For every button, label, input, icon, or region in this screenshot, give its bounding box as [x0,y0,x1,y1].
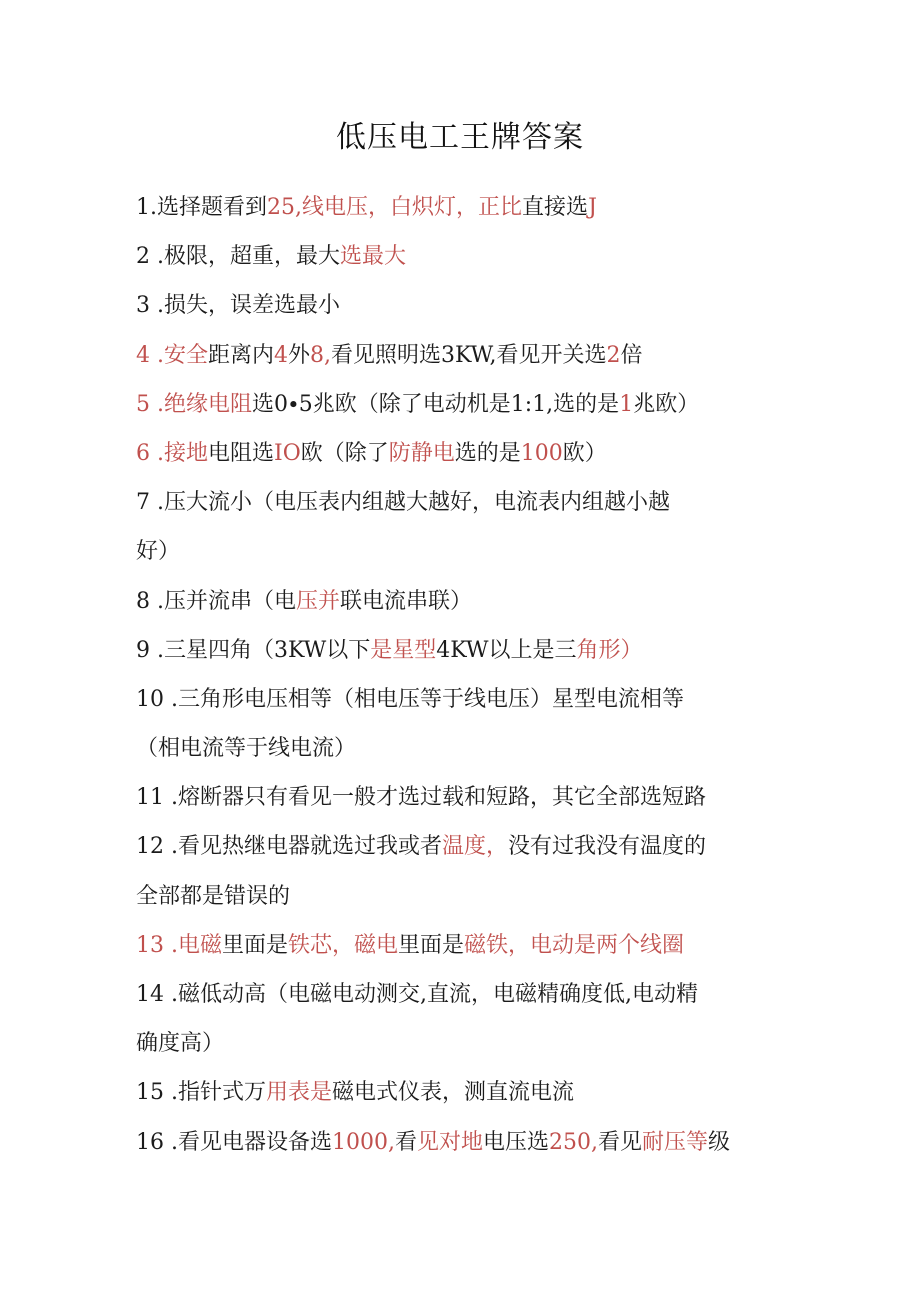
line-text: 12 .看见热继电器就选过我或者 [136,834,442,860]
answer-line [136,331,796,380]
line-text: （相电流等于线电流） [136,736,357,762]
answer-line [136,577,796,626]
highlighted-text: 磁电 [354,932,399,958]
line-text: 9 .三星四角（3KW以下 [136,637,371,663]
answer-line [136,1068,796,1117]
line-text: 全部都是错误的 [136,883,291,909]
line-text: 欧） [562,440,607,466]
line-text: 看见照明选3KW,看见开关选 [331,342,607,368]
highlighted-text: 耐压等 [642,1129,709,1155]
line-text: 确度高） [136,1031,225,1057]
line-text: 没有过我没有温度的 [508,834,707,860]
document-title: 低压电工王牌答案 [336,120,584,155]
line-text: 3 .损失，误差选最小 [136,293,340,319]
highlighted-text: 磁铁，电动是两个线圈 [464,932,685,958]
answer-line [136,380,796,429]
highlighted-text: 25, [267,195,302,220]
answer-line [136,1019,796,1068]
highlighted-text: 见对地 [416,1129,483,1155]
line-text: 看 [394,1129,417,1155]
line-text: 10 .三角形电压相等（相电压等于线电压）星型电流相等 [136,686,684,712]
line-text: 2 .极限，超重，最大 [136,244,340,270]
highlighted-text: 1000, [331,1129,395,1155]
highlighted-text: 4 [136,342,157,368]
line-text: 11 .熔断器只有看见一般才选过载和短路，其它全部选短路 [136,785,706,811]
line-text: 15 .指针式万 [136,1080,266,1106]
answer-line [136,232,796,281]
line-text: 1.选择题看到 [136,195,267,220]
highlighted-text: 6 [136,440,157,466]
highlighted-text: 白炽灯， [390,195,479,220]
line-text: 级 [708,1129,731,1155]
highlighted-text: 8, [310,342,332,368]
line-text: 联电流串联） [340,588,473,614]
highlighted-text: J [588,195,597,220]
highlighted-text: 4 [274,342,289,368]
line-text: 里面是 [398,932,465,958]
highlighted-text: 选最大 [339,244,406,270]
line-text: 选0∙5兆欧（除了电动机是1:1,选的是 [252,391,620,417]
answer-line [136,183,796,232]
highlighted-text: IO [274,440,301,466]
highlighted-text: 正比 [478,195,523,220]
line-text: 直接选 [522,195,589,220]
line-text: 电阻选 [208,440,275,466]
line-text: 4KW以上是三 [436,637,577,663]
highlighted-text: 5 [136,391,157,417]
highlighted-text: 线电压， [302,195,391,220]
answer-list [136,183,796,1167]
answer-line [136,822,796,871]
answer-line [136,724,796,773]
highlighted-text: 13 .电磁 [136,932,222,958]
line-text: 距离内 [208,342,275,368]
highlighted-text: .绝缘电阻 [157,391,252,417]
answer-line [136,626,796,675]
line-text: 14 .磁低动高（电磁电动测交,直流，电磁精确度低,电动精 [136,982,698,1007]
line-text: 好） [136,539,181,565]
line-text: 欧（除了 [300,440,389,466]
line-text: 看见 [598,1129,643,1155]
line-text: 兆欧） [633,391,700,417]
highlighted-text: 是星型 [370,637,437,663]
highlighted-text: 温度， [441,834,508,860]
line-text: 里面是 [221,932,288,958]
highlighted-text: 角形） [576,637,643,663]
answer-line [136,970,796,1019]
highlighted-text: 用表是 [265,1080,332,1106]
answer-line [136,527,796,576]
line-text: 7 .压大流小（电压表内组越大越好，电流表内组越小越 [136,490,670,516]
answer-line [136,773,796,822]
line-text: 磁电式仪表，测直流电流 [332,1080,575,1106]
answer-line [136,1118,796,1167]
highlighted-text: 2 [606,342,621,368]
highlighted-text: 1 [619,391,634,417]
highlighted-text: .安全 [157,342,208,368]
highlighted-text: 防静电 [388,440,455,466]
line-text: 外 [288,342,311,368]
highlighted-text: 压并 [295,588,340,614]
answer-line [136,281,796,330]
highlighted-text: .接地 [157,440,208,466]
line-text: 8 .压并流串（电 [136,588,296,614]
highlighted-text: 100 [520,440,563,466]
answer-line [136,675,796,724]
answer-line [136,921,796,970]
line-text: 16 .看见电器设备选 [136,1129,332,1155]
line-text: 选的是 [454,440,521,466]
answer-line [136,872,796,921]
highlighted-text: 250, [549,1129,598,1155]
line-text: 电压选 [483,1129,550,1155]
answer-line [136,478,796,527]
line-text: 倍 [620,342,643,368]
highlighted-text: 铁芯， [288,932,355,958]
answer-line [136,429,796,478]
